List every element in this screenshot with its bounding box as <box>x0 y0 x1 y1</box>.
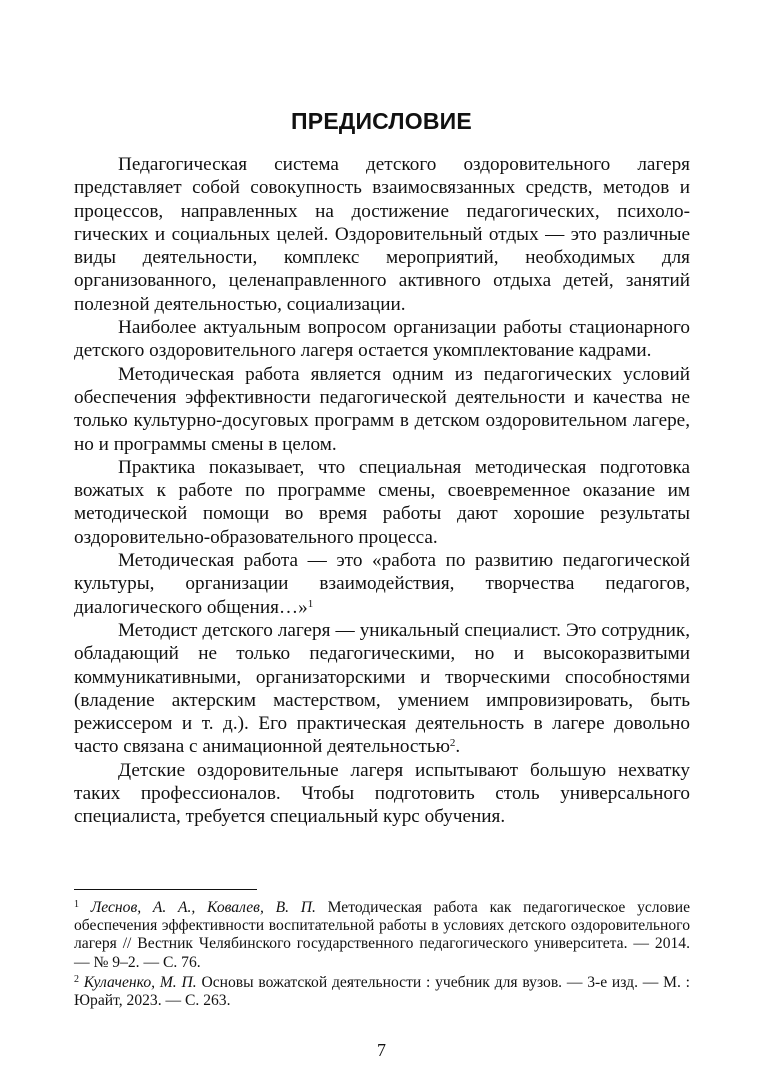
paragraph <box>74 619 690 759</box>
footnote-separator <box>74 889 257 890</box>
footnote-text: Основы вожатской деятельности : учебник для вузов. — 3-е изд. — М. : Юрайт, 2023. — С. 263. <box>74 973 690 1010</box>
paragraph: Наиболее актуальным вопросом организации работы стационарного детского оздоровительного лагеря остается укомплектование кадрами. <box>74 317 690 362</box>
page-title: ПРЕДИСЛОВИЕ <box>291 108 472 134</box>
paragraph: Педагогическая система детского оздоровительного лагеря представляет собой совокупность взаимосвязанных средств, методов и процессов, направленных на достижение педагогических, психологических и социальных целей. Оздоровительный отдых — это различные виды деятельности, комплекс мероприятий, необходимых для организованного, целенаправленного активного отдыха детей, занятий полезной деятельностью, социализации. <box>74 154 690 315</box>
paragraph: Практика показывает, что специальная методическая подготовка вожатых к работе по программе смены, своевременное оказание им методической помощи во время работы дают хорошие результаты оздоровительно-образовательного процесса. <box>74 456 690 548</box>
footnote-ref: 1 <box>307 597 314 610</box>
footnote <box>74 974 690 1010</box>
footnote <box>74 899 690 972</box>
footnote-number: 2 <box>74 973 79 985</box>
footnotes <box>74 899 690 1012</box>
footnote-authors: Леснов, А. А., Ковалев, В. П. <box>90 899 316 916</box>
paragraph-end: . <box>455 736 461 758</box>
page-number: 7 <box>377 1040 386 1060</box>
paragraph: Детские оздоровительные лагеря испытывают большую нехватку таких профессионалов. Чтобы подготовить столь универсального специалиста, требуется специальный курс обучения. <box>74 759 690 828</box>
body-text <box>74 153 690 829</box>
footnote-authors: Кулаченко, М. П. <box>83 973 197 991</box>
footnote-ref: 2 <box>449 737 456 750</box>
paragraph: Методическая работа является одним из педагогических условий обеспечения эффективности педагогической деятельности и качества не только культурно-досуговых программ в детском оздоровительном лагере, но и программы смены в целом. <box>74 363 690 455</box>
footnote-number: 1 <box>74 899 79 910</box>
paragraph-text: Методическая работа — это «работа по развитию педагогической культуры, организации взаимодействия, творчества педагогов, диалогического общения…» <box>74 550 690 618</box>
paragraph <box>74 549 690 619</box>
paragraph-text: Методист детского лагеря — уникальный специалист. Это сотрудник, обладающий не только педагогическими, но и высокоразвитыми коммуникативными, организаторскими и творческими способностями (владение актерским мастерством, умением импровизировать, быть режиссером и т. д.). Его практическая деятельность в лагере довольно часто связана с анимационной деятельностью <box>74 619 690 758</box>
footnote-text: Методическая работа как педагогическое условие обеспечения эффективности воспитательной работы в условиях детского оздоровительного лагеря // Вестник Челябинского государственного педагогического университета. — 2014. — № 9–2. — С. 76. <box>74 899 691 971</box>
